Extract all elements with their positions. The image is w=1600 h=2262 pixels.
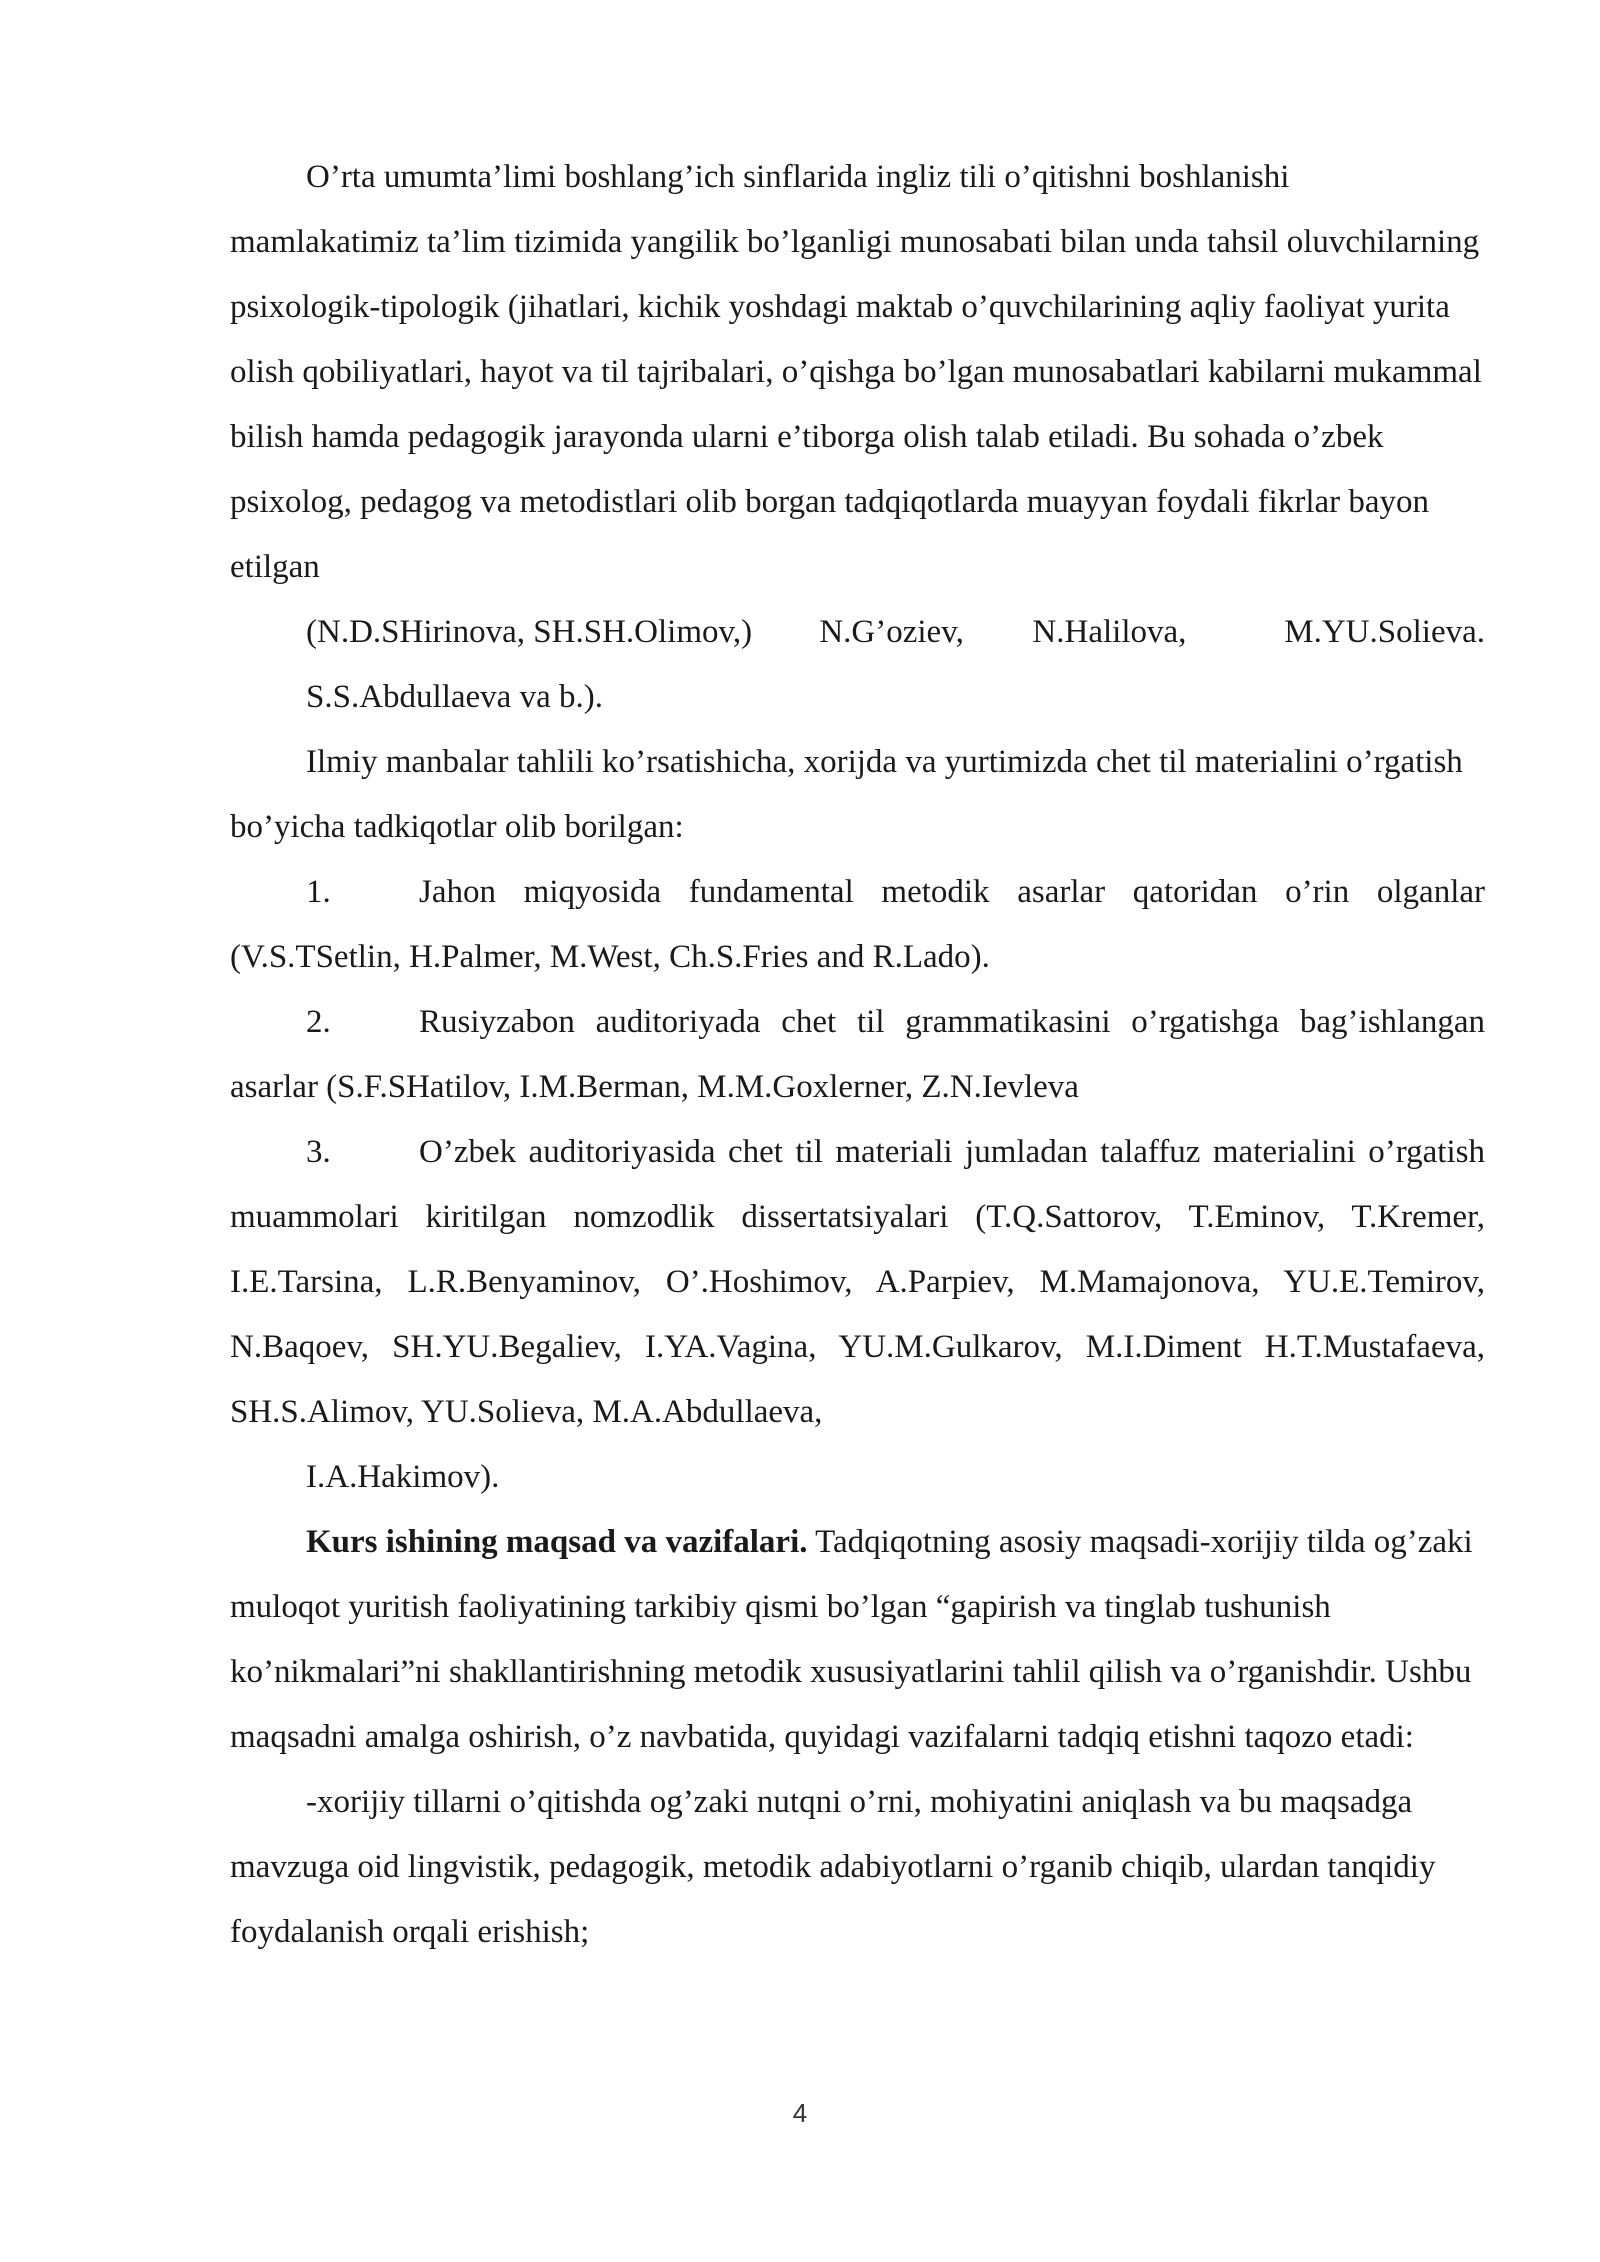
authors-line — [230, 600, 1485, 665]
authors-continuation: S.S.Abdullaeva va b.). — [306, 679, 603, 715]
intro-paragraph: O’rta umumta’limi boshlang’ich sinflarida ingliz tili o’qitishni boshlanishi mamlakatimiz ta’lim tizimida yangilik bo’lganligi munosabati bilan unda tahsil oluvchilarning psixologik-tipologik (jihatlari, kichik yoshdagi maktab o’quvchilarining aqliy faoliyat yurita olish qobiliyatlari, hayot va til tajribalari, o’qishga bo’lgan munosabatlari kabilarni mukammal bilish hamda pedagogik jarayonda ularni e’tiborga olish talab etiladi. Bu sohada o’zbek psixolog, pedagog va metodistlari olib borgan tadqiqotlarda muayyan foydali fikrlar bayon etilgan — [230, 159, 1482, 585]
list-item-3 — [230, 1120, 1485, 1445]
sources-paragraph: Ilmiy manbalar tahlili ko’rsatishicha, xorijda va yurtimizda chet til materialini o’rgatish bo’yicha tadkiqotlar olib borilgan: — [230, 744, 1463, 845]
list-number: 2. — [306, 1004, 331, 1040]
list-number: 3. — [306, 1134, 331, 1170]
list-item-3-tail: I.A.Hakimov). — [306, 1459, 500, 1495]
list-text: Rusiyzabon auditoriyada chet til grammatikasini o’rgatishga bag’ishlangan asarlar (S.F.SHatilov, I.M.Berman, M.M.Goxlerner, Z.N.Ievleva — [230, 1004, 1485, 1105]
goals-paragraph — [230, 1510, 1485, 1770]
list-item-1 — [230, 860, 1485, 990]
author-goziev: N.G’oziev, — [819, 614, 964, 650]
author-halilova: N.Halilova, — [1032, 614, 1187, 650]
task-paragraph: -xorijiy tillarni o’qitishda og’zaki nutqni o’rni, mohiyatini aniqlash va bu maqsadga mavzuga oid lingvistik, pedagogik, metodik adabiyotlarni o’rganib chiqib, ulardan tanqidiy foydalanish orqali erishish; — [230, 1784, 1436, 1950]
goals-heading: Kurs ishining maqsad va vazifalari. — [306, 1524, 808, 1560]
goals-text: Tadqiqotning asosiy maqsadi-xorijiy tilda og’zaki muloqot yuritish faoliyatining tarkibiy qismi bo’lgan “gapirish va tinglab tushunish ko’nikmalari”ni shakllantirishning metodik xususiyatlarini tahlil qilish va o’rganishdir. Ushbu maqsadni amalga oshirish, o’z navbatida, quyidagi vazifalarni tadqiq etishni taqozo etadi: — [230, 1524, 1473, 1755]
author-group-1: (N.D.SHirinova, SH.SH.Olimov,) — [306, 614, 753, 650]
list-item-2 — [230, 990, 1485, 1120]
author-solieva: M.YU.Solieva. — [1284, 614, 1485, 650]
list-number: 1. — [306, 874, 331, 910]
list-text: Jahon miqyosida fundamental metodik asarlar qatoridan o’rin olganlar (V.S.TSetlin, H.Palmer, M.West, Ch.S.Fries and R.Lado). — [230, 874, 1485, 975]
list-text: O’zbek auditoriyasida chet til materiali jumladan talaffuz materialini o’rgatish muammolari kiritilgan nomzodlik dissertatsiyalari (T.Q.Sattorov, T.Eminov, T.Kremer, I.E.Tarsina, L.R.Benyaminov, O’.Hoshimov, A.Parpiev, M.Mamajonova, YU.E.Temirov, N.Baqoev, SH.YU.Begaliev, I.YA.Vagina, YU.M.Gulkarov, M.I.Diment H.T.Mustafaeva, SH.S.Alimov, YU.Solieva, M.A.Abdullaeva, — [230, 1134, 1485, 1430]
page-number: 4 — [792, 2098, 808, 2128]
page-content — [230, 145, 1485, 1965]
